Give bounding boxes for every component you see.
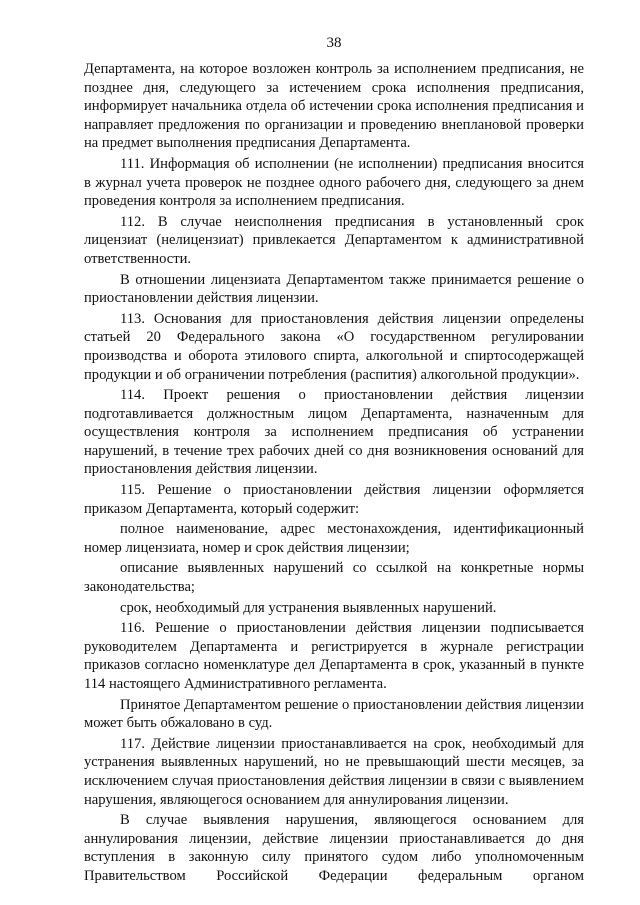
paragraph: 112. В случае неисполнения предписания в установленный срок лицензиат (нелицензиат) привлекается Департаментом к административной ответственности. xyxy=(84,213,584,267)
paragraph: Департамента, на которое возложен контроль за исполнением предписания, не позднее дня, следующего за истечением срока исполнения предписания, информирует начальника отдела об истечении срока исполнения предписания и направляет предложения по организации и проведению внеплановой проверки на предмет выполнения предписания Департамента. xyxy=(84,61,584,152)
paragraph: описание выявленных нарушений со ссылкой на конкретные нормы законодательства; xyxy=(84,560,584,596)
paragraph: 117. Действие лицензии приостанавливается на срок, необходимый для устранения выявленных нарушений, но не превышающий шести месяцев, за исключением случая приостановления действия лицензии в связи с выявлением нарушения, являющегося основанием для аннулирования лицензии. xyxy=(84,735,584,808)
document-body xyxy=(84,60,584,886)
paragraph: 115. Решение о приостановлении действия лицензии оформляется приказом Департамента, который содержит: xyxy=(84,482,584,517)
paragraph: 111. Информация об исполнении (не исполнении) предписания вносится в журнал учета проверок не позднее одного рабочего дня, следующего за днем проведения контроля за исполнением предписания. xyxy=(84,155,584,210)
paragraph: 113. Основания для приостановления действия лицензии определены статьей 20 Федерального закона «О государственном регулировании производства и оборота этилового спирта, алкогольной и спиртосодержащей продукции и об ограничении потребления (распития) алкогольной продукции». xyxy=(84,310,584,383)
paragraph: полное наименование, адрес местонахождения, идентификационный номер лицензиата, номер и срок действия лицензии; xyxy=(84,521,584,556)
page-number: 38 xyxy=(326,35,342,51)
document-page xyxy=(84,34,584,886)
paragraph: Принятое Департаментом решение о приостановлении действия лицензии может быть обжаловано в суд. xyxy=(84,696,584,732)
paragraph: В случае выявления нарушения, являющегося основанием для аннулирования лицензии, действие лицензии приостанавливается до дня вступления в законную силу принятого судом либо уполномоченным Правительством Российской Федерации федеральным органом xyxy=(84,812,584,884)
paragraph: 114. Проект решения о приостановлении действия лицензии подготавливается должностным лицом Департамента, назначенным для осуществления контроля за исполнением предписания об устранении нарушений, в течение трех рабочих дней со дня возникновения оснований для приостановления действия лицензии. xyxy=(84,387,584,478)
paragraph: срок, необходимый для устранения выявленных нарушений. xyxy=(120,599,497,616)
paragraph: В отношении лицензиата Департаментом также принимается решение о приостановлении действия лицензии. xyxy=(84,271,584,307)
paragraph: 116. Решение о приостановлении действия лицензии подписывается руководителем Департамента и регистрируется в журнале регистрации приказов согласно номенклатуре дел Департамента в срок, указанный в пункте 114 настоящего Административного регламента. xyxy=(84,620,584,692)
